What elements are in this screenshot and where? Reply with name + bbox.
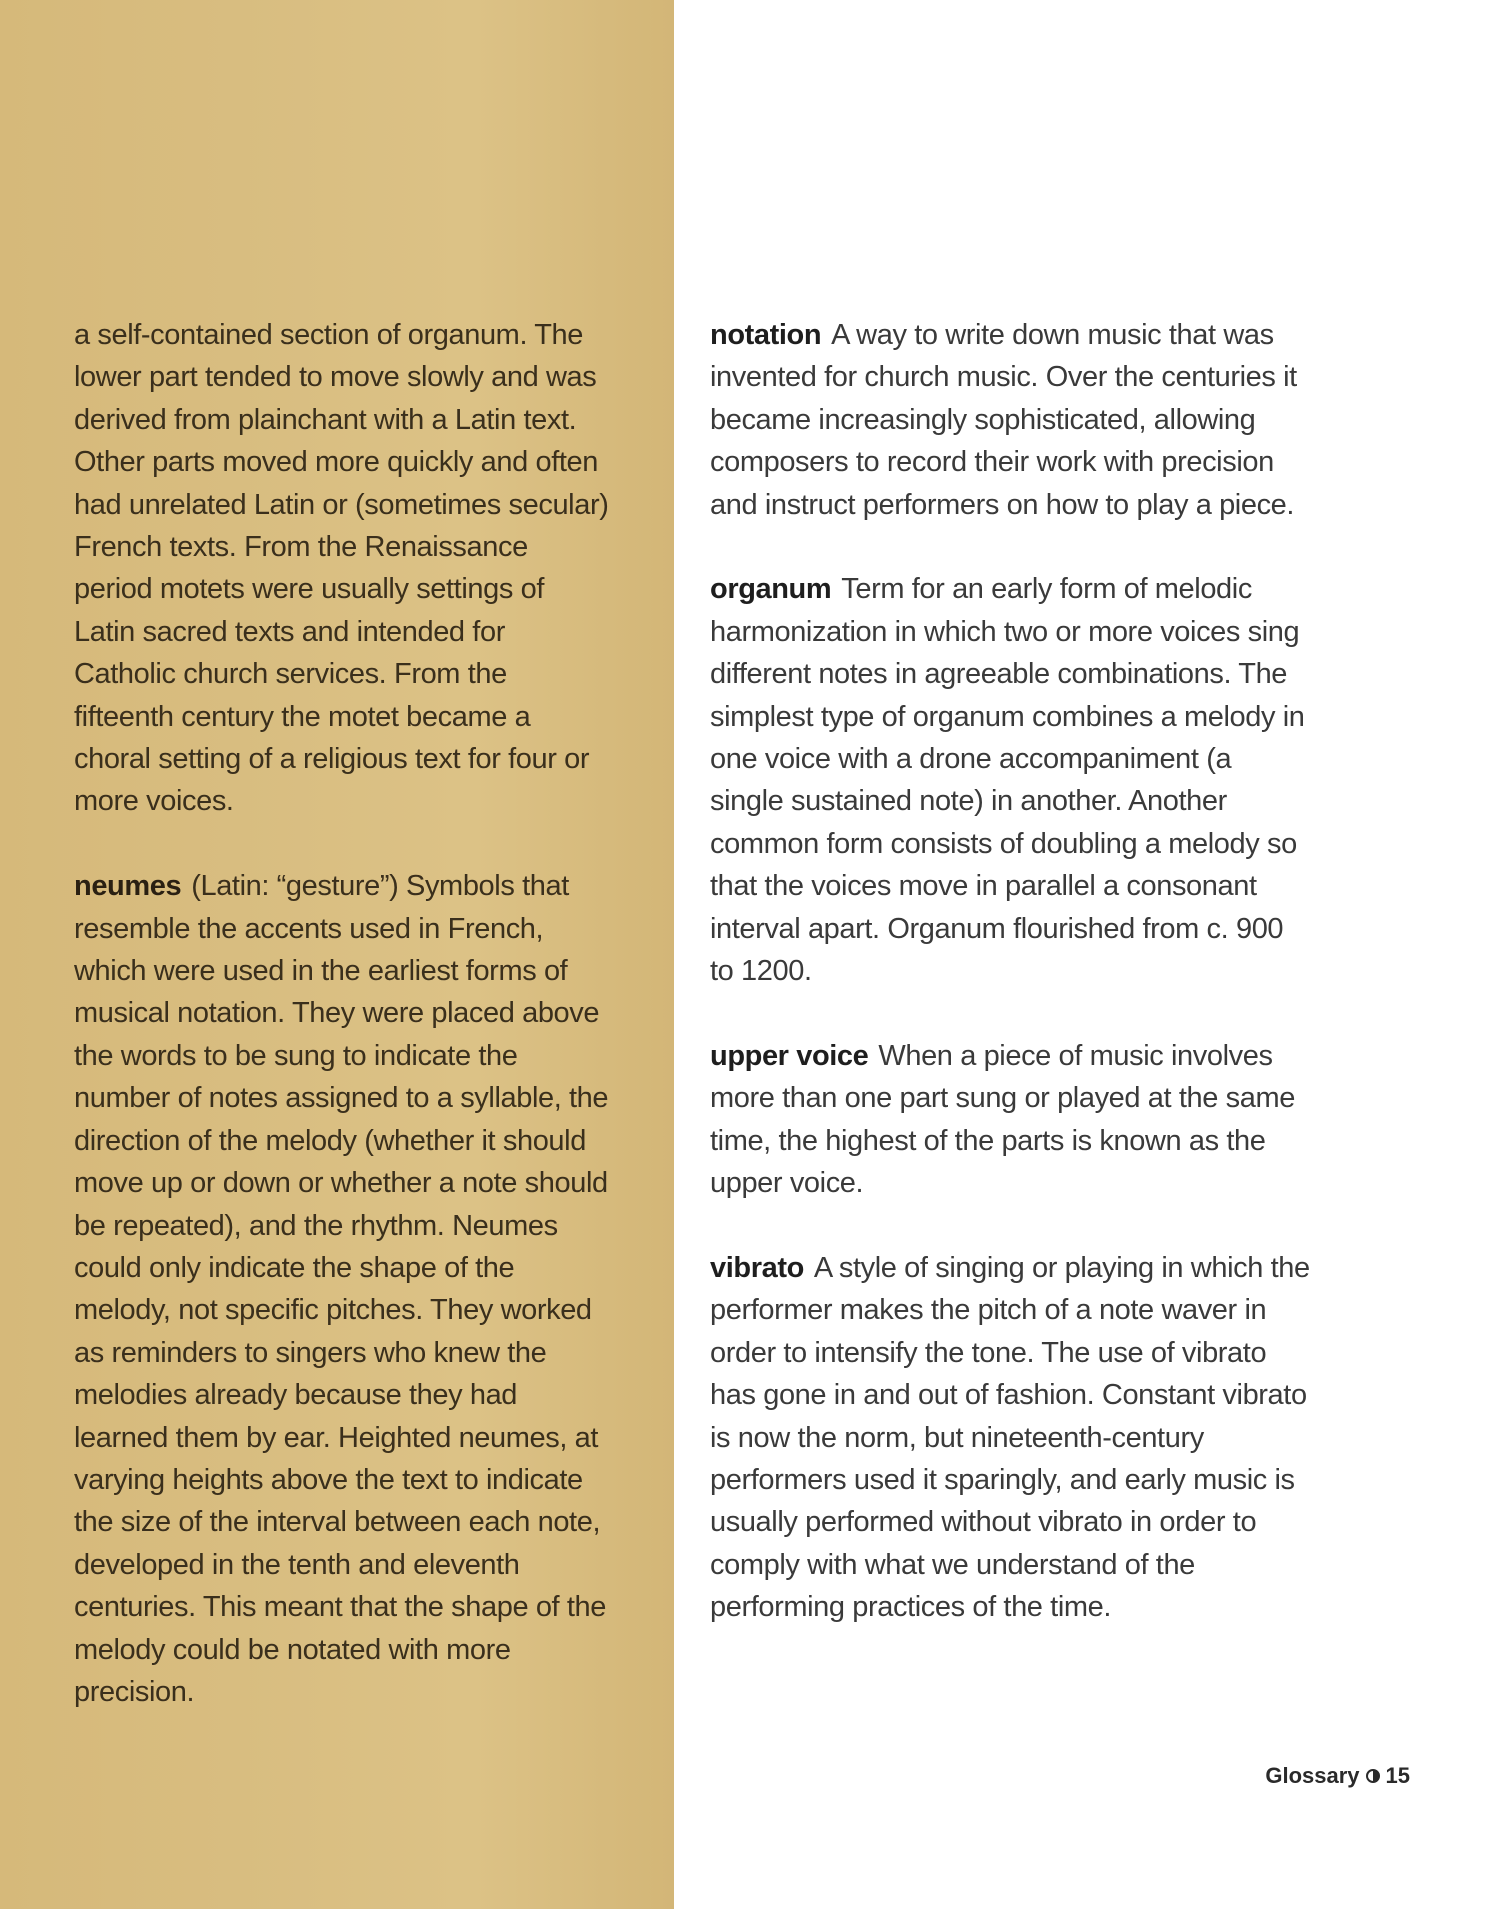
definition-notation: A way to write down music that was invented for church music. Over the centuries it became increasingly sophisticated, allowing composers to record their work with precision and instruct performers on how to play a piece. <box>710 319 1297 521</box>
page-number: 15 <box>1385 1763 1410 1788</box>
glossary-entry-vibrato <box>710 1247 1310 1629</box>
definition-organum: Term for an early form of melodic harmonization in which two or more voices sing different notes in agreeable combinations. The simplest type of organum combines a melody in one voice with a drone accompaniment (a single sustained note) in another. Another common form consists of doubling a melody so that the voices move in parallel a consonant interval apart. Organum flourished from c. 900 to 1200. <box>710 573 1305 988</box>
left-column <box>74 314 610 1756</box>
definition-upper-voice: When a piece of music involves more than one part sung or played at the same time, the highest of the parts is known as the upper voice. <box>710 1039 1295 1200</box>
half-circle-icon <box>1366 1769 1380 1783</box>
footer-section-label: Glossary <box>1265 1763 1360 1788</box>
continued-entry-text: a self-contained section of organum. The lower part tended to move slowly and was derived from plainchant with a Latin text. Other parts moved more quickly and often had unrelated Latin or (sometimes secular) French texts. From the Renaissance period motets were usually settings of Latin sacred texts and intended for Catholic church services. From the fifteenth century the motet became a choral setting of a religious text for four or more voices. <box>74 319 609 818</box>
term-notation: notation <box>710 319 822 351</box>
glossary-entry-notation <box>710 314 1310 526</box>
term-neumes: neumes <box>74 870 182 903</box>
glossary-entry-organum <box>710 568 1310 992</box>
definition-vibrato: A style of singing or playing in which the performer makes the pitch of a note waver in order to intensify the tone. The use of vibrato has gone in and out of fashion. Constant vibrato is now the norm, but nineteenth-century performers used it sparingly, and early music is usually performed without vibrato in order to comply with what we understand of the performing practices of the time. <box>710 1251 1310 1624</box>
term-vibrato: vibrato <box>710 1251 804 1284</box>
glossary-entry-upper-voice <box>710 1035 1310 1205</box>
term-organum: organum <box>710 573 832 606</box>
term-upper-voice: upper voice <box>710 1039 869 1072</box>
glossary-entry-neumes <box>74 865 610 1713</box>
right-column <box>710 314 1310 1671</box>
definition-neumes: (Latin: “gesture”) Symbols that resemble the accents used in French, which were used in the earliest forms of musical notation. They were placed above the words to be sung to indicate the number of notes assigned to a syllable, the direction of the melody (whether it should move up or down or whether a note should be repeated), and the rhythm. Neumes could only indicate the shape of the melody, not specific pitches. They worked as reminders to singers who knew the melodies already because they had learned them by ear. Heighted neumes, at varying heights above the text to indicate the size of the interval between each note, developed in the tenth and eleventh centuries. This meant that the shape of the melody could be notated with more precision. <box>74 870 609 1708</box>
page-footer <box>1265 1763 1410 1789</box>
